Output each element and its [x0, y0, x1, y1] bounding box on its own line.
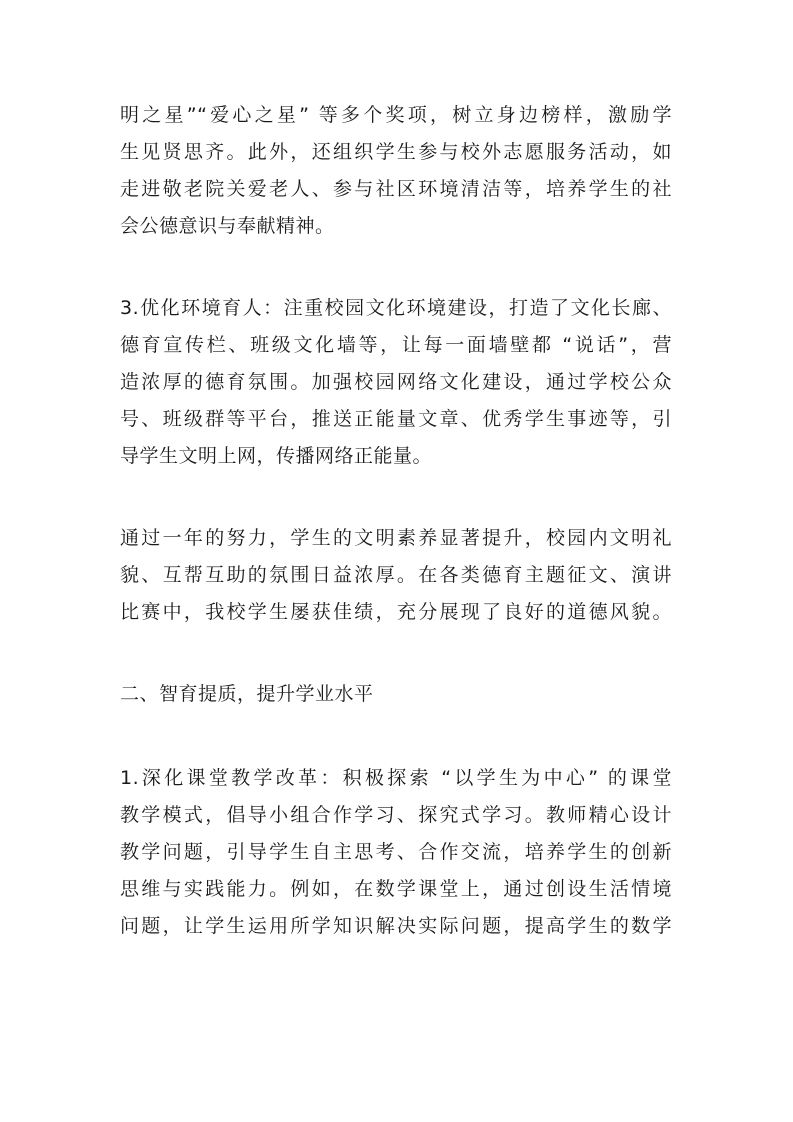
text-line: 会公德意识与奉献精神。: [120, 215, 335, 237]
text-line: 走进敬老院关爱老人、参与社区环境清洁等，培养学生的社: [120, 178, 672, 200]
text-line: 号、班级群等平台，推送正能量文章、优秀学生事迹等，引: [120, 408, 672, 430]
text-line: 教学问题，引导学生自主思考、合作交流，培养学生的创新: [120, 841, 672, 863]
section-heading-text: 二、智育提质，提升学业水平: [120, 683, 374, 705]
text-line: 1.深化课堂教学改革：积极探索 “以学生为中心” 的课堂: [120, 767, 672, 789]
paragraph-classroom-reform: [120, 760, 672, 945]
text-line: 思维与实践能力。例如，在数学课堂上，通过创设生活情境: [120, 878, 672, 900]
paragraph-role-models: [120, 97, 672, 245]
paragraph-results-summary: [120, 520, 672, 631]
text-line: 通过一年的努力，学生的文明素养显著提升，校园内文明礼: [120, 527, 672, 549]
text-line: 明之星”“爱心之星” 等多个奖项，树立身边榜样，激励学: [120, 104, 672, 126]
section-heading: [120, 676, 672, 713]
text-line: 比赛中，我校学生屡获佳绩，充分展现了良好的道德风貌。: [120, 601, 672, 623]
text-line: 问题，让学生运用所学知识解决实际问题，提高学生的数学: [120, 915, 672, 937]
paragraph-environment-education: [120, 290, 672, 475]
text-line: 导学生文明上网，传播网络正能量。: [120, 445, 433, 467]
text-line: 3.优化环境育人：注重校园文化环境建设，打造了文化长廊、: [120, 297, 672, 319]
document-body: [120, 97, 672, 990]
text-line: 德育宣传栏、班级文化墙等，让每一面墙壁都 “说话”，营: [120, 334, 672, 356]
text-line: 生见贤思齐。此外，还组织学生参与校外志愿服务活动，如: [120, 141, 672, 163]
text-line: 教学模式，倡导小组合作学习、探究式学习。教师精心设计: [120, 804, 672, 826]
text-line: 造浓厚的德育氛围。加强校园网络文化建设，通过学校公众: [120, 371, 672, 393]
text-line: 貌、互帮互助的氛围日益浓厚。在各类德育主题征文、演讲: [120, 564, 672, 586]
